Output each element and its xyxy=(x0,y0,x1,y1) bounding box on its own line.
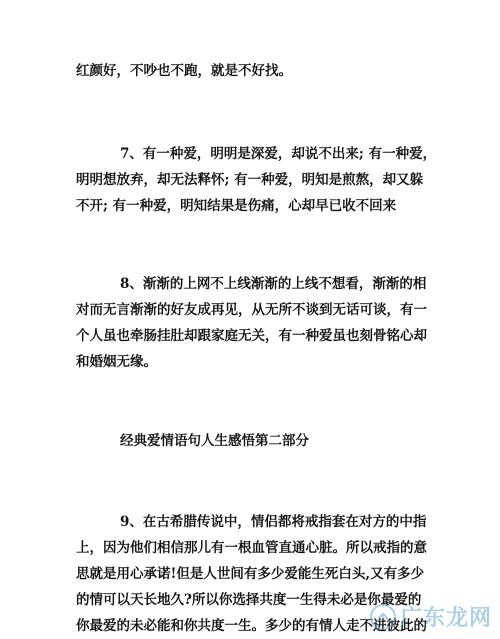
section-heading xyxy=(76,428,426,454)
paragraph-8 xyxy=(76,271,426,375)
text-line: 不开; 有一种爱，明知结果是伤痛，心却早已收不回来 xyxy=(76,198,397,214)
paragraph-9 xyxy=(76,509,426,639)
paragraph-7 xyxy=(76,141,437,219)
text-line: 的情可以天长地久?所以你选择共度一生得未必是你最爱的 xyxy=(76,592,422,608)
text-line: 对而无言渐渐的好友成再见，从无所不谈到无话可谈，有一 xyxy=(76,302,427,318)
text-line: 8、渐渐的上网不上线渐渐的上线不想看，渐渐的相 xyxy=(120,276,427,292)
text-line: 和婚姻无缘。 xyxy=(76,354,157,370)
text-line: 9、在古希腊传说中，情侣都将戒指套在对方的中指 xyxy=(120,514,427,530)
text-line: 个人虽也牵肠挂肚却跟家庭无关，有一种爱虽也刻骨铭心却 xyxy=(76,328,427,344)
heading-line: 经典爱情语句人生感悟第二部分 xyxy=(120,433,309,449)
watermark-text: 广东龙网 xyxy=(399,606,492,631)
paragraph-0 xyxy=(76,58,426,84)
text-line: 上，因为他们相信那儿有一根血管直通心脏。所以戒指的意 xyxy=(76,540,427,556)
text-line: 思就是用心承诺!但是人世间有多少爱能生死白头,又有多少 xyxy=(76,566,425,582)
text-line: 明明想放弃，却无法释怀; 有一种爱，明知是煎熬，却又躲 xyxy=(76,172,424,188)
text-line: 7、有一种爱，明明是深爱，却说不出来; 有一种爱， xyxy=(120,146,437,162)
text-line: 你最爱的未必能和你共度一生。多少的有情人走不进彼此的 xyxy=(76,618,427,634)
text-line: 红颜好，不吵也不跑，就是不好找。 xyxy=(76,63,292,79)
